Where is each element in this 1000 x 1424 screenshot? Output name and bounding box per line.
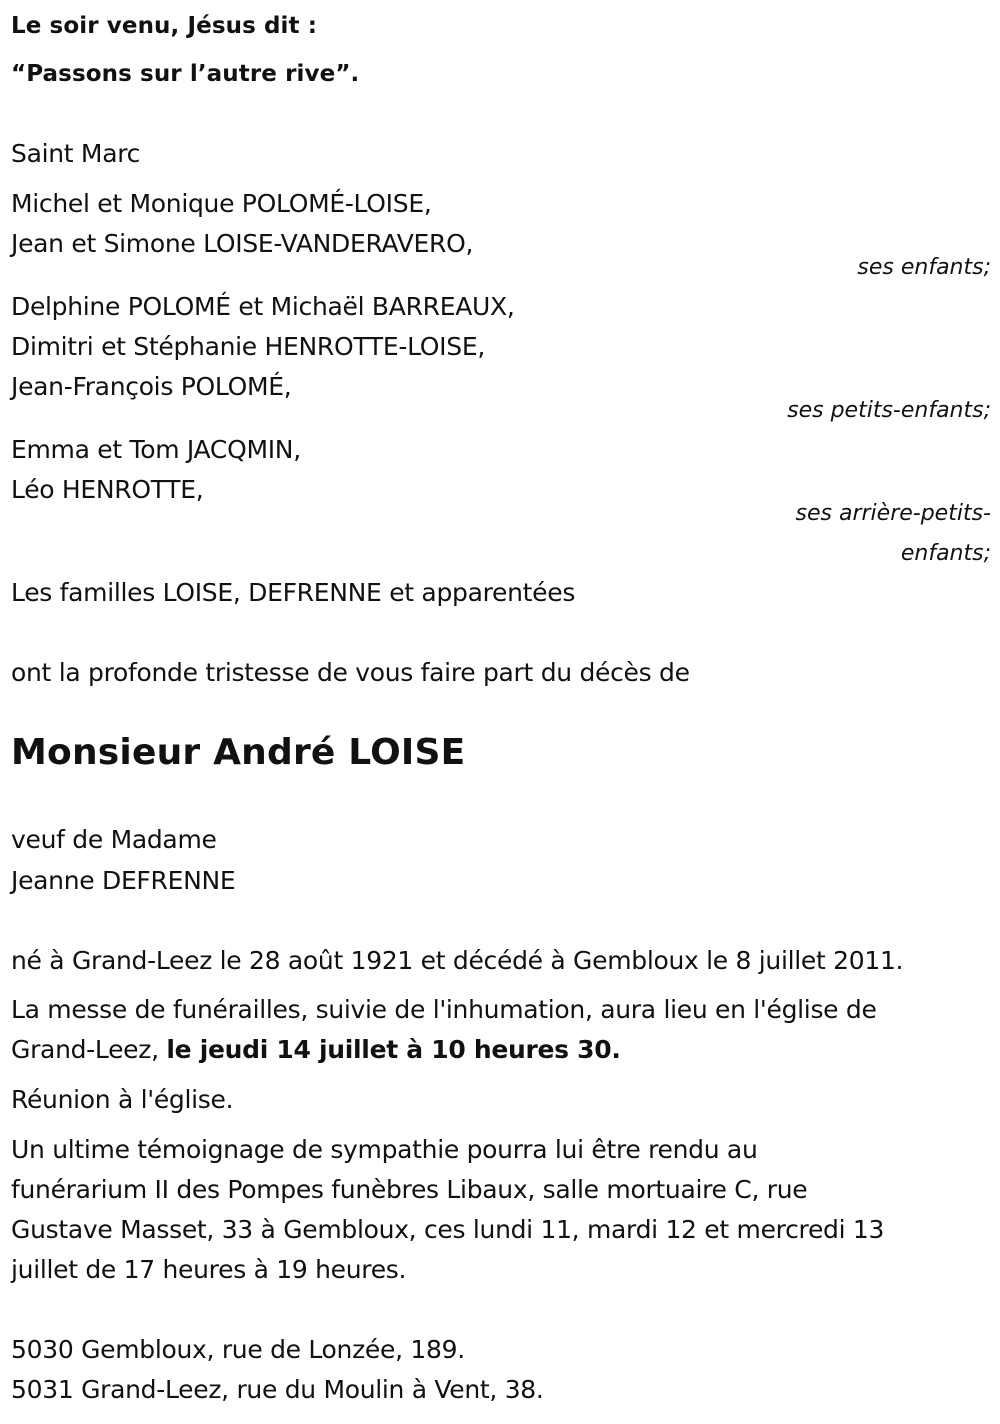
child-name: Jean et Simone LOISE-VANDERAVERO, bbox=[11, 229, 474, 258]
grandchild-name: Dimitri et Stéphanie HENROTTE-LOISE, bbox=[11, 332, 485, 361]
funeral-line-1: La messe de funérailles, suivie de l'inhumation, aura lieu en l'église de bbox=[11, 995, 877, 1024]
great-grandchildren-role-line-2: enfants; bbox=[900, 541, 991, 566]
widower-line-2: Jeanne DEFRENNE bbox=[11, 866, 236, 895]
announcement: ont la profonde tristesse de vous faire part du décès de bbox=[11, 658, 690, 687]
great-grandchildren-role-line-1: ses arrière-petits- bbox=[795, 501, 991, 526]
epigraph-source: Saint Marc bbox=[11, 139, 141, 168]
grandchild-name: Jean-François POLOMÉ, bbox=[11, 372, 292, 401]
great-grandchild-name: Léo HENROTTE, bbox=[11, 475, 204, 504]
child-name: Michel et Monique POLOMÉ-LOISE, bbox=[11, 189, 432, 218]
visitation-line: juillet de 17 heures à 19 heures. bbox=[11, 1255, 407, 1284]
funeral-date: le jeudi 14 juillet à 10 heures 30. bbox=[166, 1035, 621, 1064]
grandchildren-role: ses petits-enfants; bbox=[787, 398, 991, 423]
epigraph-line-2: “Passons sur l’autre rive”. bbox=[11, 61, 360, 87]
children-role: ses enfants; bbox=[857, 255, 991, 280]
widower-line-1: veuf de Madame bbox=[11, 825, 217, 854]
epigraph-line-1: Le soir venu, Jésus dit : bbox=[11, 13, 318, 39]
visitation-line: funérarium II des Pompes funèbres Libaux, salle mortuaire C, rue bbox=[11, 1175, 808, 1204]
address-line: 5030 Gembloux, rue de Lonzée, 189. bbox=[11, 1335, 465, 1364]
funeral-place: Grand-Leez, bbox=[11, 1035, 167, 1064]
great-grandchild-name: Emma et Tom JACQMIN, bbox=[11, 435, 301, 464]
families: Les familles LOISE, DEFRENNE et apparentées bbox=[11, 578, 576, 607]
deceased-name: Monsieur André LOISE bbox=[11, 732, 466, 773]
visitation-line: Un ultime témoignage de sympathie pourra lui être rendu au bbox=[11, 1135, 758, 1164]
meeting: Réunion à l'église. bbox=[11, 1085, 234, 1114]
visitation-line: Gustave Masset, 33 à Gembloux, ces lundi 11, mardi 12 et mercredi 13 bbox=[11, 1215, 885, 1244]
grandchild-name: Delphine POLOMÉ et Michaël BARREAUX, bbox=[11, 292, 515, 321]
funeral-line-2 bbox=[11, 1034, 621, 1066]
birth-death: né à Grand-Leez le 28 août 1921 et décédé à Gembloux le 8 juillet 2011. bbox=[11, 946, 904, 975]
address-line: 5031 Grand-Leez, rue du Moulin à Vent, 38. bbox=[11, 1375, 544, 1404]
